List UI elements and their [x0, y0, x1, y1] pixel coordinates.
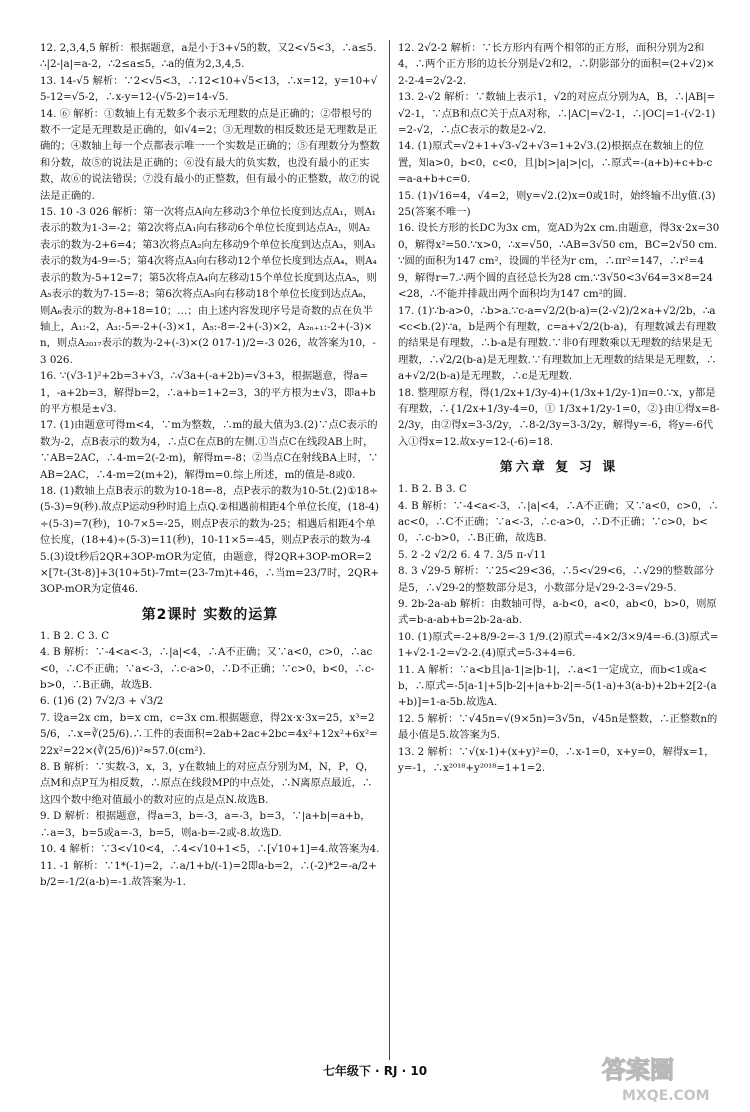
right-entry-8: 1. B 2. B 3. C: [398, 483, 467, 496]
right-entry-13: 10. (1)原式=-2+8/9-2=-3 1/9.(2)原式=-4×2/3×9/4=-6.(3)原式=1+√2-1-2=√2-2.(4)原式=5-3+4=6.: [398, 630, 719, 660]
right-entry-16: 13. 2 解析：∵√(x-1)+(x+y)²=0，∴x-1=0，x+y=0，解得x=1，y=-1，∴x²⁰¹⁸+y²⁰¹⁸=1+1=2.: [398, 745, 715, 775]
right-entry-14: 11. A 解析：∵a<b且|a-1|≥|b-1|，∴a<1一定成立，而b<1或a<b，∴原式=-5|a-1|+5|b-2|+|a+b-2|=-5(1-a)+3(a-b)+2b+2[2-(a+b)]=1-a-5b.故选A.: [398, 663, 717, 709]
right-entry-9: 4. B 解析：∵-4<a<-3，∴|a|<4，∴A不正确；又∵a<0，c>0，∴ac<0，∴C不正确；∵a<-3，∴c-a>0，∴D不正确；∵c>0，b<0，∴c-b>0，∴B正确，故选B.: [398, 499, 719, 545]
right-entry-15: 12. 5 解析：∵√45n=√(9×5n)=3√5n，√45n是整数，∴正整数n的最小值是5.故答案为5.: [398, 712, 718, 742]
right-entry-0: 12. 2√2-2 解析：∵长方形内有两个相邻的正方形，面积分别为2和4，∴两个正方形的边长分别是√2和2，∴阴影部分的面积=(2+√2)×2-2-4=2√2-2.: [398, 42, 715, 87]
left-entry-5: 17. (1)由题意可得m<4，∵m为整数，∴m的最大值为3.(2)∵点C表示的数为-2，点B表示的数为4，∴点C在点B的左侧.①当点C在线段AB上时，∵AB=2AC，∴4-m=2(-2-m)，解得m=-8；②当点C在射线BA上时，∵AB=2AC，∴4-m=2(m+2)，解得m=0.综上所述，m的值是-8或0.: [40, 419, 379, 481]
right-entry-11: 8. 3 √29-5 解析：∵25<29<36，∴5<√29<6，∴√29的整数部分是5，∴√29-2的整数部分是3，小数部分是√29-2-3=√29-5.: [398, 565, 714, 594]
chapter-title: 第六章 复 习 课: [499, 460, 619, 476]
watermark-logo: [592, 1050, 732, 1106]
watermark-main-text: 答案圈: [602, 1056, 674, 1084]
right-entry-3: 15. (1)√16=4，√4=2，则y=√2.(2)x=0或1时，始终输不出y值.(3)25(答案不唯一): [398, 189, 716, 219]
right-entry-4: 16. 设长方形的长DC为3x cm，宽AD为2x cm.由题意，得3x·2x=300，解得x²=50.∵x>0，∴x=√50，∴AB=3√50 cm，BC=2√50 cm.∵圆的面积为147 cm²，设圆的半径为r cm，∴πr²=147，∴r²=49，解得r=7.∴两个圆的直径总长为28 cm.∵3√50<3√64=3×8=24<28，∴不能并排裁出两个面积均为147 cm²的圆.: [398, 222, 720, 301]
right-entry-10: 5. 2 -2 √2/2 6. 4 7. 3/5 π-√11: [398, 548, 547, 561]
watermark-sub-text: MXQE.COM: [622, 1088, 710, 1104]
left-entry-15: 11. -1 解析：∵1*(-1)=2，∴a/1+b/(-1)=2即a-b=2，∴(-2)*2=-a/2+b/2=-1/2(a-b)=-1.故答案为-1.: [40, 859, 377, 888]
left-entry-12: 8. B 解析：∵实数-3，x，3，y在数轴上的对应点分别为M，N，P，Q，点M和点P互为相反数，∴原点在线段MP的中点处，∴N离原点最近，∴这四个数中绝对值最小的数对应的点是点N.故选B.: [40, 761, 375, 806]
right-entry-2: 14. (1)原式=√2+1+√3-√2+√3=1+2√3.(2)根据点在数轴上的位置，知a>0，b<0，c<0，且|b|>|a|>|c|，∴原式=-(a+b)+c+b-c=a-a+b+c=0.: [398, 140, 713, 186]
right-column: [398, 40, 720, 776]
right-entry-5: 17. (1)∵b-a>0，∴b>a.∵c-a=√2/2(b-a)=(2-√2)/2×a+√2/2b，∴a<c<b.(2)∵a，b是两个有理数，c=a+√2/2(b-a)，有理数减去有理数的结果是有理数，∴b-a是有理数.∵非0有理数乘以无理数的结果是无理数，∴√2/2(b-a)是无理数.∵有理数加上无理数的结果是无理数，∴a+√2/2(b-a)是无理数，∴c是无理数.: [398, 304, 717, 383]
page-footer: 七年级下 · RJ · 10: [322, 1064, 428, 1078]
left-entry-13: 9. D 解析：根据题意，得a=3，b=-3，a=-3，b=3，∵|a+b|=a+b，∴a=3，b=5或a=-3，b=5，则a-b=-2或-8.故选D.: [40, 810, 371, 839]
left-entry-14: 10. 4 解析：∵3<√10<4，∴4<√10+1<5，∴[√10+1]=4.故答案为4.: [40, 843, 380, 856]
right-entry-1: 13. 2-√2 解析：∵数轴上表示1，√2的对应点分别为A，B，∴|AB|=√2-1，∵点B和点C关于点A对称，∴|AC|=√2-1，∴|OC|=1-(√2-1)=2-√2，∴点C表示的数是2-√2.: [398, 91, 716, 137]
left-entry-10: 6. (1)6 (2) 7√2/3 + √3/2: [40, 695, 164, 708]
left-entry-2: 14. ⑥ 解析：①数轴上有无数多个表示无理数的点是正确的；②带根号的数不一定是无理数是正确的，如√4=2；③无理数的相反数还是无理数是正确的；④数轴上每一个点都表示唯一一个实数是正确的；⑤有理数分为整数和分数，故⑤的说法是正确的；⑥没有最大的负实数，也没有最小的正实数，故⑥的说法错误；⑦没有最小的正整数，但有最小的正整数，故⑦的说法是正确的.: [40, 107, 380, 202]
left-entry-8: 1. B 2. C 3. C: [40, 629, 110, 642]
left-entry-0: 12. 2,3,4,5 解析：根据题意，a是小于3+√5的数，又2<√5<3，∴a≤5.∴|2-|a|=a-2，∴2≤a≤5，∴a的值为2,3,4,5.: [40, 42, 377, 71]
left-entry-6: 18. (1)数轴上点B表示的数为10-18=-8，点P表示的数为10-5t.(2)①18÷(5-3)=9(秒).故点P运动9秒时追上点Q.②相遇前相距4个单位长度，(18-4)÷(5-3)=7(秒)，10-7×5=-25，则点P表示的数为-25；相遇后相距4个单位长度，(18+4)÷(5-3)=11(秒)，10-11×5=-45，则点P表示的数为-45.(3)设t秒后2QR+3OP-mOR为定值，由题意，得2QR+3OP-mOR=2×[7t-(3t-8)]+3(10+5t)-7mt=(23-7m)t+46，∴当m=23/7时，2QR+3OP-mOR为定值46.: [40, 484, 379, 596]
left-column: [40, 40, 380, 890]
left-entry-9: 4. B 解析：∵-4<a<-3，∴|a|<4，∴A不正确；又∵a<0，c>0，∴ac<0，∴C不正确；∵a<-3，∴c-a>0，∴D不正确；∵c>0，b<0，∴c-b>0，∴B正确，故选B.: [40, 646, 375, 692]
left-entry-11: 7. 设a=2x cm，b=x cm，c=3x cm.根据题意，得2x·x·3x=25，x³=25/6，∴x=∛(25/6).∴工件的表面积=2ab+2ac+2bc=4x²+12x²+6x²=22x²=22×(∛(25/6))²≈57.0(cm²).: [40, 711, 378, 757]
left-entry-3: 15. 10 -3 026 解析：第一次将点A向左移动3个单位长度到达点A₁，则A₁表示的数为1-3=-2；第2次将点A₁向右移动6个单位长度到达点A₂，则A₂表示的数为-2+6=4；第3次将点A₂向左移动9个单位长度到达点A₃，则A₃表示的数为4-9=-5；第4次将点A₃向右移动12个单位长度到达点A₄，则A₄表示的数为-5+12=7；第5次将点A₄向左移动15个单位长度到达点A₅，则A₅表示的数为7-15=-8；第6次将点A₅向右移动18个单位长度到达点A₆，则A₆表示的数为-8+18=10；…；由上述内容发现序号是奇数的点在负半轴上，A₁:-2，A₃:-5=-2+(-3)×1，A₅:-8=-2+(-3)×2，A₂ₙ₊₁:-2+(-3)×n，则点A₂₀₁₇表示的数为-2+(-3)×(2 017-1)/2=-3 026，故答案为10，-3 026.: [40, 206, 377, 366]
left-entry-4: 16. ∵(√3-1)²+2b=3+√3，∴√3a+(-a+2b)=√3+3，根据题意，得a=1，-a+2b=3，解得b=2，∴a+b=1+2=3，3的平方根为±√3，即a+b的平方根是±√3.: [40, 370, 376, 415]
right-entry-6: 18. 整理原方程，得(1/2x+1/3y-4)+(1/3x+1/2y-1)π=0.∵x，y都是有理数，∴{1/2x+1/3y-4=0，① 1/3x+1/2y-1=0，②}由①得x=8-2/3y，由②得x=3-3/2y，∴8-2/3y=3-3/2y，解得y=-6，将y=-6代入①得x=12.故x-y=12-(-6)=18.: [398, 386, 720, 448]
column-divider: [389, 40, 390, 1060]
section-title: 第2课时 实数的运算: [141, 606, 279, 623]
right-entry-12: 9. 2b-2a-ab 解析：由数轴可得，a-b<0，a<0，ab<0，b>0，则原式=b-a-ab+b=2b-2a-ab.: [398, 598, 717, 627]
left-entry-1: 13. 14-√5 解析：∵2<√5<3，∴12<10+√5<13，∴x=12，y=10+√5-12=√5-2，∴x-y=12-(√5-2)=14-√5.: [40, 74, 378, 104]
